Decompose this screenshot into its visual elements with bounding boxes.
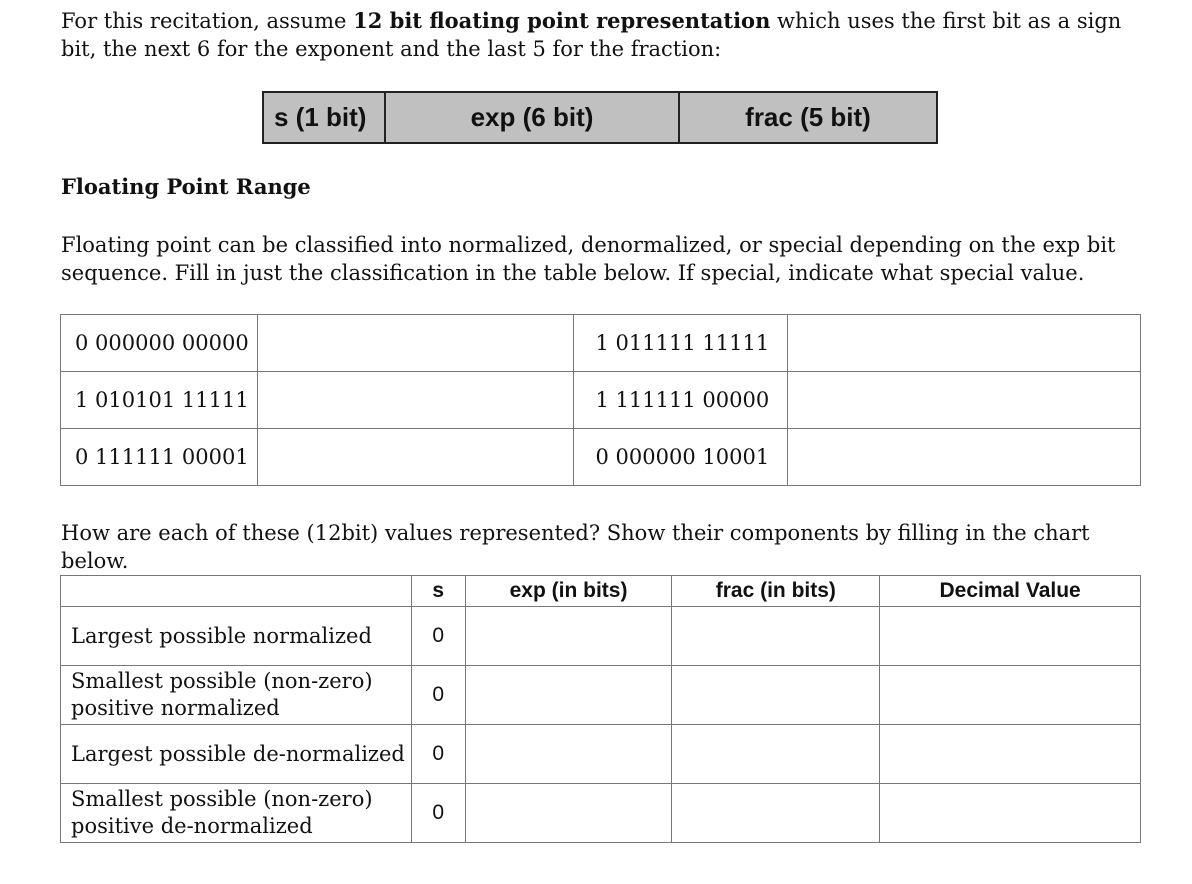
bit-sequence: 0 000000 00000 <box>61 315 258 372</box>
header-sign: s <box>411 576 465 607</box>
bit-sequence: 1 011111 11111 <box>573 315 788 372</box>
row-label: Smallest possible (non-zero) positive de-normalized <box>61 784 412 843</box>
frac-bits-segment: frac (5 bit) <box>745 102 871 132</box>
intro-bold: 12 bit floating point representation <box>353 8 771 33</box>
table-row <box>61 315 1141 372</box>
frac-answer-cell[interactable] <box>672 666 880 725</box>
bit-sequence: 0 000000 10001 <box>573 429 788 486</box>
header-frac: frac (in bits) <box>672 576 880 607</box>
exp-answer-cell[interactable] <box>465 784 672 843</box>
bit-sequence: 1 010101 11111 <box>61 372 258 429</box>
header-label <box>61 576 412 607</box>
table-row <box>61 372 1141 429</box>
header-decimal: Decimal Value <box>880 576 1141 607</box>
exp-answer-cell[interactable] <box>465 666 672 725</box>
row-label: Largest possible normalized <box>61 607 412 666</box>
decimal-answer-cell[interactable] <box>880 666 1141 725</box>
decimal-answer-cell[interactable] <box>880 725 1141 784</box>
sign-value: 0 <box>411 725 465 784</box>
row-label: Smallest possible (non-zero) positive normalized <box>61 666 412 725</box>
table-header-row <box>61 576 1141 607</box>
frac-answer-cell[interactable] <box>672 607 880 666</box>
header-exp: exp (in bits) <box>465 576 672 607</box>
classification-table <box>60 314 1141 486</box>
classification-answer-cell[interactable] <box>788 372 1141 429</box>
intro-paragraph <box>61 7 1146 63</box>
table-row <box>61 784 1141 843</box>
exp-answer-cell[interactable] <box>465 725 672 784</box>
sign-value: 0 <box>411 784 465 843</box>
frac-answer-cell[interactable] <box>672 784 880 843</box>
frac-answer-cell[interactable] <box>672 725 880 784</box>
table-row <box>61 607 1141 666</box>
classification-answer-cell[interactable] <box>257 429 573 486</box>
sign-bit-segment: s (1 bit) <box>264 93 386 142</box>
section-heading: Floating Point Range <box>61 174 311 199</box>
classification-answer-cell[interactable] <box>257 315 573 372</box>
bit-sequence: 1 111111 00000 <box>573 372 788 429</box>
classification-instructions: Floating point can be classified into normalized, denormalized, or special depending on the exp bit sequence. Fill in just the classification in the table below. If special, indicate what special value. <box>61 233 1116 285</box>
components-question: How are each of these (12bit) values represented? Show their components by filling in the chart below. <box>61 521 1090 573</box>
exp-answer-cell[interactable] <box>465 607 672 666</box>
table-row <box>61 429 1141 486</box>
table-row <box>61 666 1141 725</box>
intro-prefix: For this recitation, assume <box>61 9 354 33</box>
row-label: Largest possible de-normalized <box>61 725 412 784</box>
bit-layout-diagram <box>262 91 938 144</box>
classification-answer-cell[interactable] <box>257 372 573 429</box>
classification-answer-cell[interactable] <box>788 315 1141 372</box>
table-row <box>61 725 1141 784</box>
sign-value: 0 <box>411 607 465 666</box>
bit-sequence: 0 111111 00001 <box>61 429 258 486</box>
classification-answer-cell[interactable] <box>788 429 1141 486</box>
sign-value: 0 <box>411 666 465 725</box>
intro-suffix: which uses the first bit as a sign bit, the next 6 for the exponent and the last 5 for the fraction: <box>61 9 1122 61</box>
decimal-answer-cell[interactable] <box>880 607 1141 666</box>
exp-bits-segment: exp (6 bit) <box>386 93 680 142</box>
decimal-answer-cell[interactable] <box>880 784 1141 843</box>
components-table <box>60 575 1141 843</box>
